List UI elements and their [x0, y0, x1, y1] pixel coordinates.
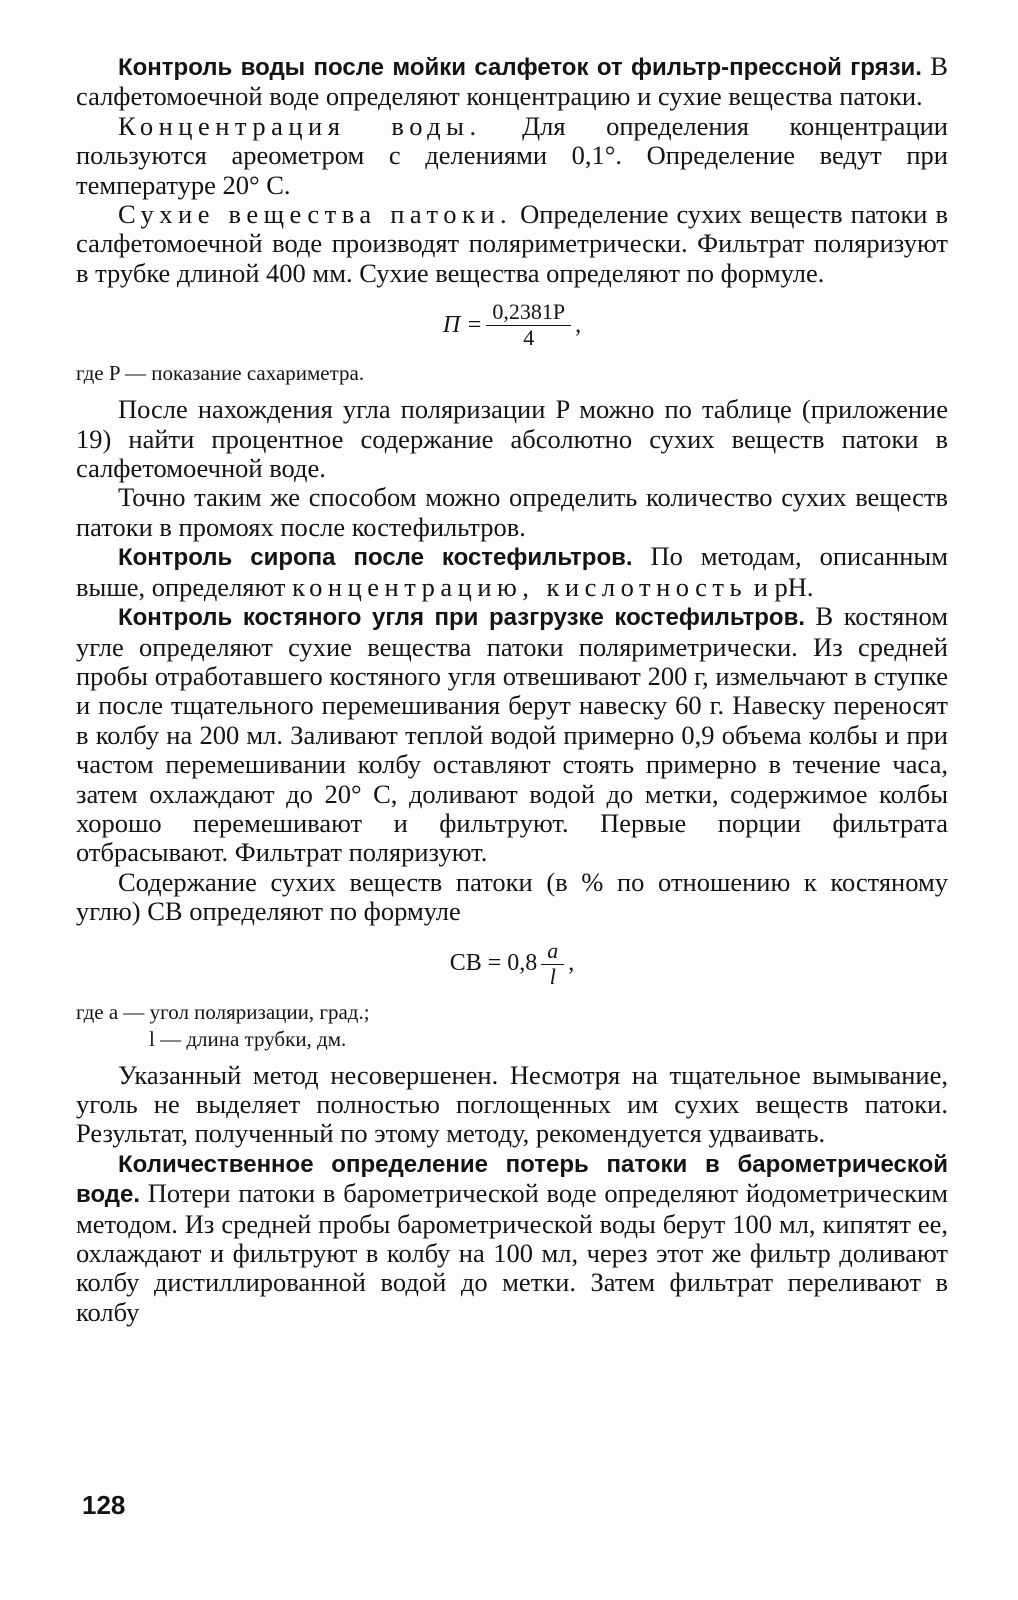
formula-fraction: [486, 300, 571, 350]
paragraph-dry-content: Содержание сухих веществ патоки (в % по отношению к костяному углю) СВ определяют по формуле: [76, 866, 948, 927]
paragraph-same-method: Точно таким же способом можно определить количество сухих веществ патоки в промоях после костефильтров.: [76, 482, 948, 542]
paragraph-barometric-water: [76, 1149, 948, 1327]
where-line: l — длина трубки, дм.: [149, 1026, 347, 1051]
paragraph-syrup-control: [76, 542, 948, 602]
paragraph-text: В костяном угле определяют сухие вещества патоки поляриметрически. Из средней пробы отработавшего костяного угля отвешивают 200 г, измельчают в ступке и после тщательного перемешивания берут навеску 60 г. Навеску переносят в колбу на 200 мл. Заливают теплой водой примерно 0,9 объема колбы и при частом перемешивании колбу оставляют стоять примерно в течение часа, затем охлаждают до 20° С, доливают водой до метки, содержимое колбы хорошо перемешивают и фильтруют. Первые порции фильтрата отбрасывают. Фильтрат поляризуют.: [76, 601, 949, 868]
paragraph-bone-char-control: [76, 602, 948, 868]
formula-lhs: СВ = 0,8: [449, 950, 538, 977]
heading-bone-char-control: Контроль костяного угля при разгрузке костефильтров.: [118, 604, 806, 632]
where-line: где a — угол поляризации, град.;: [76, 999, 370, 1024]
heading-water-control: Контроль воды после мойки салфеток от фильтр-прессной грязи.: [118, 54, 922, 81]
paragraph-method-imperfect: Указанный метод несовершенен. Несмотря на тщательное вымывание, уголь не выделяет полностью поглощенных им сухих веществ патоки. Результат, полученный по этому методу, рекомендуется удваивать.: [76, 1059, 948, 1149]
heading-syrup-control: Контроль сиропа после костефильтров.: [118, 544, 633, 572]
paragraph-after-polarization: После нахождения угла поляризации P можно по таблице (приложение 19) найти процентное содержание абсолютно сухих веществ патоки в салфетомоечной воде.: [76, 394, 948, 484]
spaced-term: Концентрация воды.: [118, 110, 482, 141]
formula-lhs: П =: [442, 311, 483, 338]
formula-where-cb: [76, 999, 948, 1053]
formula-numerator: 0,2381P: [486, 300, 571, 326]
paragraph-text: Для определения концентрации пользуются ареометром с делениями 0,1°. Определение ведут при температуре 20° С.: [76, 110, 948, 200]
formula-tail: ,: [568, 950, 575, 977]
paragraph-text: и pH.: [747, 571, 814, 602]
formula-numerator: a: [541, 939, 564, 965]
paragraph-text: По методам, описанным выше, определяют: [76, 541, 948, 602]
paragraph-text: Потери патоки в барометрической воде определяют йодометрическим методом. Из средней пробы барометрической воды берут 100 мл, кипятят ее, охлаждают и фильтруют в колбу на 100 мл, через этот же фильтр доливают колбу дистиллированной водой до метки. Затем фильтрат переливают в колбу: [76, 1178, 948, 1327]
paragraph-dry-substances: [76, 200, 948, 288]
formula-denominator: 4: [523, 325, 535, 351]
heading-barometric-water: Количественное определение потерь патоки в барометрической воде.: [76, 1150, 948, 1209]
paragraph-water-control: [76, 52, 948, 112]
formula-fraction: [541, 939, 564, 989]
page-number: 128: [82, 1490, 126, 1520]
spaced-term: концентрацию, кислотность: [292, 571, 748, 602]
paragraph-text: Определение сухих веществ патоки в салфетомоечной воде производят поляриметрически. Фильтрат поляризуют в трубке длиной 400 мм. Сухие вещества определяют по формуле.: [76, 199, 948, 288]
formula-where-p: где P — показание сахариметра.: [76, 361, 365, 386]
spaced-term: Сухие вещества патоки.: [118, 199, 513, 230]
formula-tail: ,: [575, 311, 582, 338]
formula-denominator: l: [549, 963, 556, 989]
paragraph-text: В салфетомоечной воде определяют концентрацию и сухие вещества патоки.: [76, 51, 948, 112]
paragraph-water-concentration: [76, 112, 948, 200]
formula-p: [76, 294, 948, 356]
page-content: [76, 52, 948, 1327]
formula-cb: [76, 933, 948, 995]
